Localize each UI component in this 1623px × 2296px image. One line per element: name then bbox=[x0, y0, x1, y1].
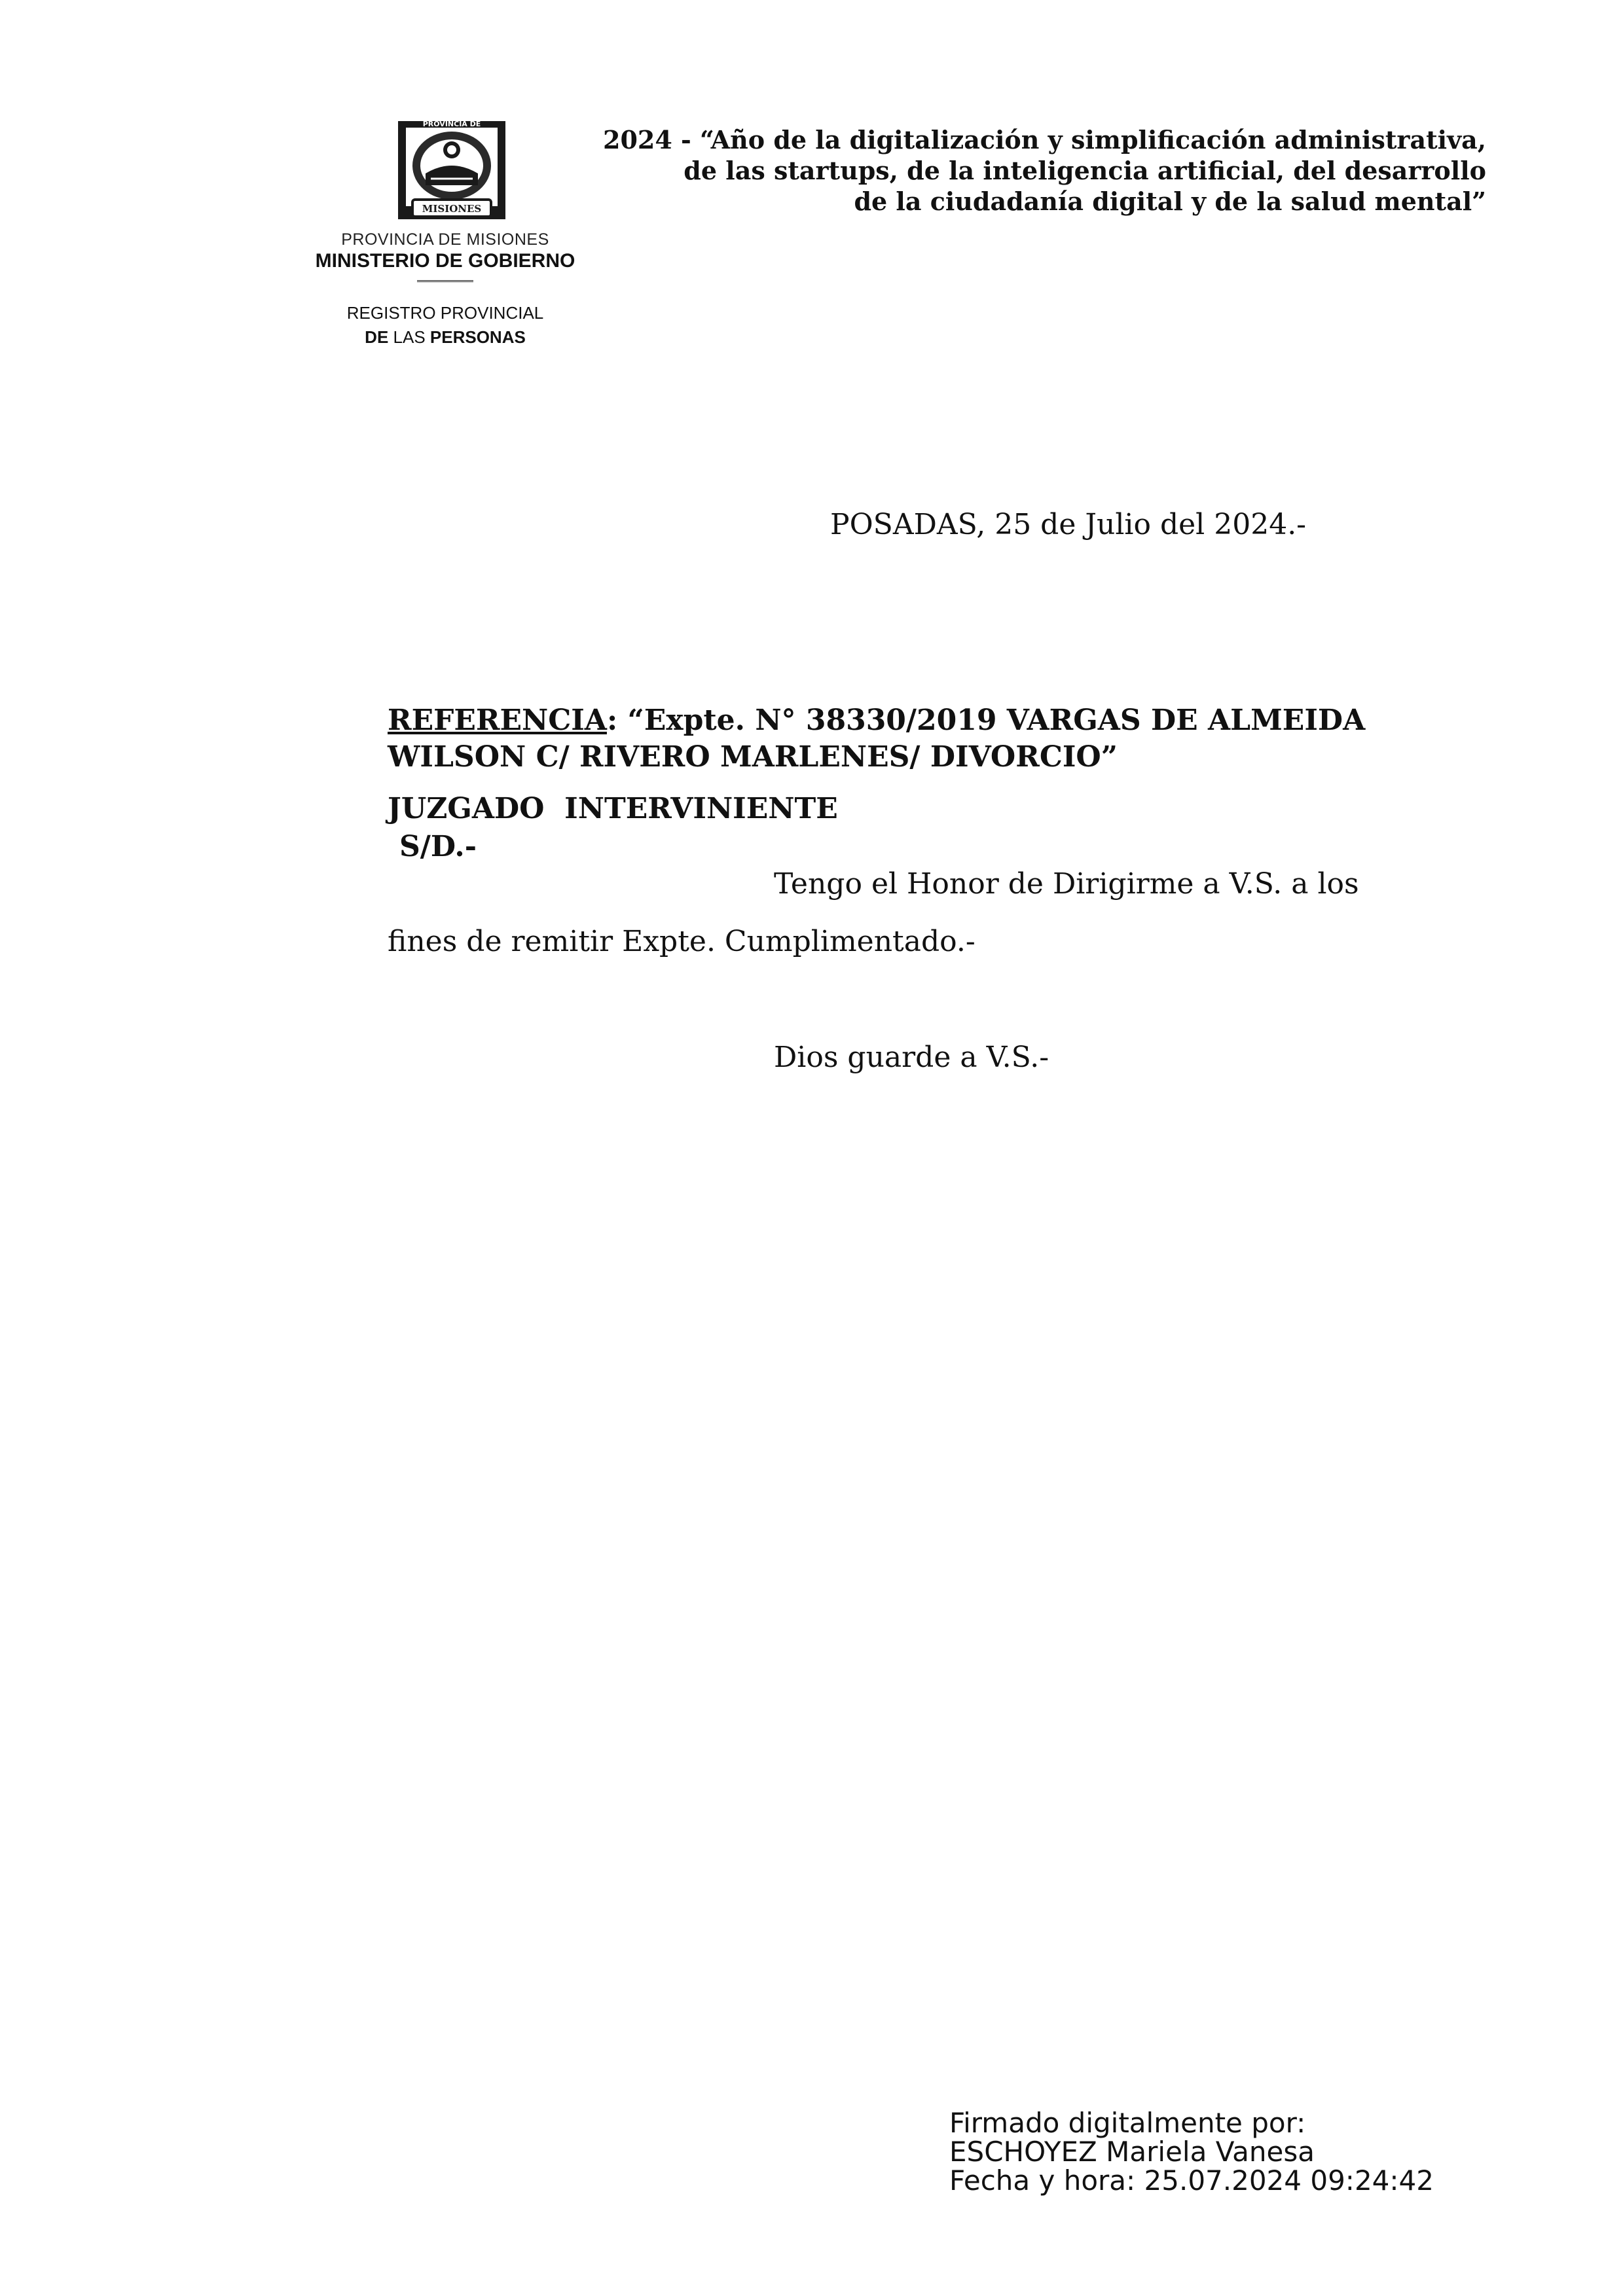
reference-text-1: : “Expte. N° 38330/2019 VARGAS DE ALMEIDA bbox=[606, 704, 1366, 737]
registry-suffix: PERSONAS bbox=[429, 327, 526, 347]
paragraph-line-1: Tengo el Honor de Dirigirme a V.S. a los bbox=[774, 867, 1359, 901]
signer-name: ESCHOYEZ Mariela Vanesa bbox=[949, 2136, 1315, 2168]
reference-label: REFERENCIA bbox=[388, 704, 607, 737]
provincial-seal-icon bbox=[386, 108, 517, 226]
ministry-name: MINISTERIO DE GOBIERNO bbox=[315, 250, 575, 272]
closing-salutation: Dios guarde a V.S.- bbox=[774, 1041, 1049, 1074]
registry-middle: LAS bbox=[388, 327, 430, 347]
motto-line-3: de la ciudadanía digital y de la salud mental” bbox=[854, 187, 1486, 216]
motto-line-2: de las startups, de la inteligencia artificial, del desarrollo bbox=[684, 156, 1486, 185]
seal-ring-text: PROVINCIA DE bbox=[422, 120, 481, 128]
registry-prefix: DE bbox=[365, 327, 389, 347]
reference-line-2: WILSON C/ RIVERO MARLENES/ DIVORCIO” bbox=[388, 740, 1118, 774]
motto-line-1: 2024 - “Año de la digitalización y simplificación administrativa, bbox=[603, 125, 1486, 154]
registry-name-line2 bbox=[275, 327, 615, 348]
letterhead-divider bbox=[417, 280, 473, 282]
seal-banner-text: MISIONES bbox=[422, 203, 482, 215]
sd-abbreviation: S/D.- bbox=[399, 830, 477, 863]
signature-label: Firmado digitalmente por: bbox=[949, 2107, 1306, 2139]
letter-date: POSADAS, 25 de Julio del 2024.- bbox=[830, 508, 1307, 541]
registry-name-line1: REGISTRO PROVINCIAL bbox=[346, 303, 544, 323]
addressee: JUZGADO INTERVINIENTE bbox=[388, 792, 838, 825]
paragraph-line-2: fines de remitir Expte. Cumplimentado.- bbox=[388, 925, 976, 958]
reference-line-1 bbox=[388, 704, 1365, 737]
signature-timestamp: Fecha y hora: 25.07.2024 09:24:42 bbox=[949, 2164, 1434, 2197]
province-name: PROVINCIA DE MISIONES bbox=[341, 230, 549, 249]
